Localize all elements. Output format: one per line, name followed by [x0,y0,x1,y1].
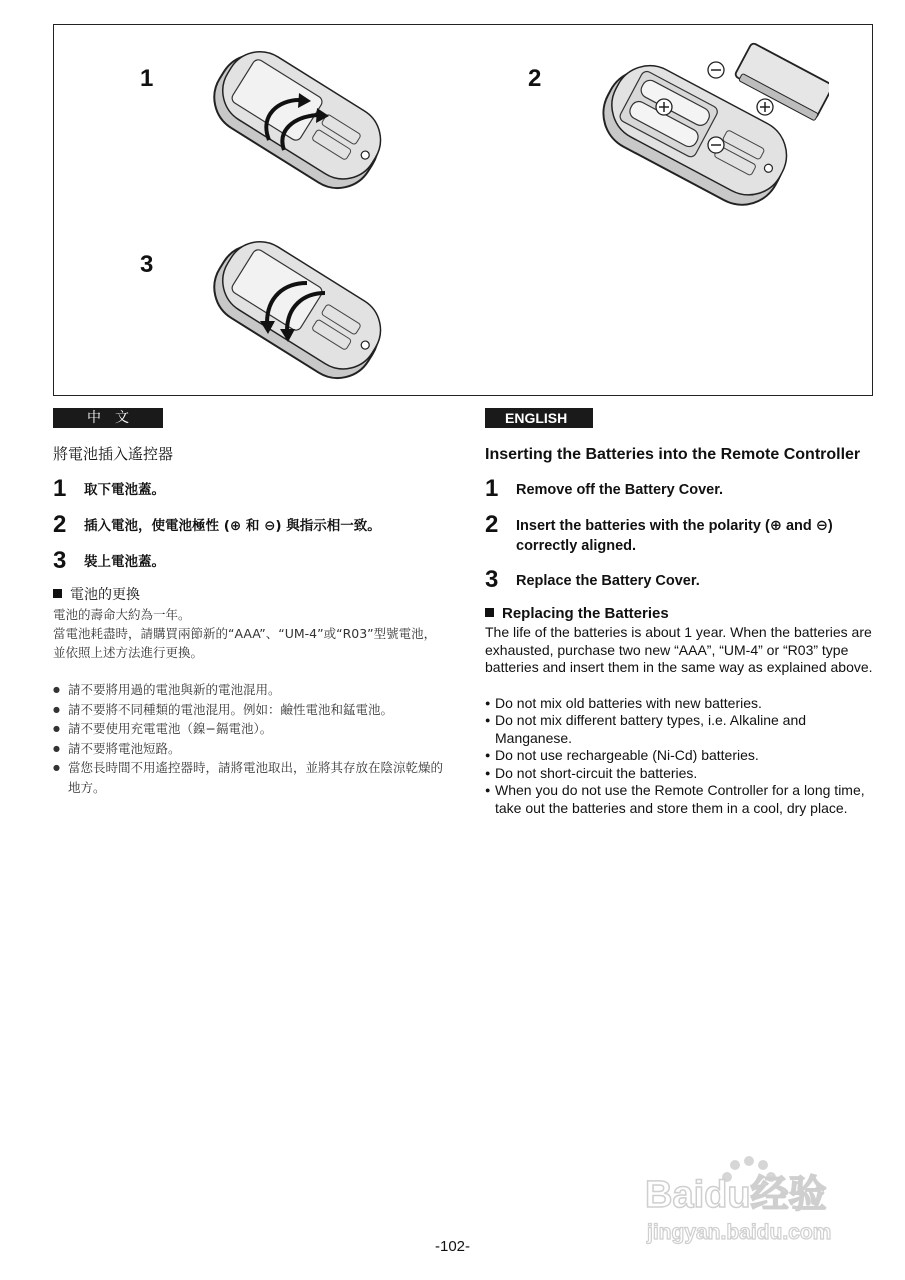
square-bullet-icon [53,589,62,598]
chinese-steps [53,477,448,573]
step-number: 2 [53,511,67,538]
step-text: Insert the batteries with the polarity (⊕ and ⊖) correctly aligned. [516,518,833,554]
list-item: ● Do not short-circuit the batteries. [485,765,880,783]
list-item: ● 請不要將不同種類的電池混用。例如：鹼性電池和錳電池。 [53,700,448,720]
list-item: ● Do not mix different battery types, i.e. Alkaline and Manganese. [485,712,880,747]
chinese-step-3 [53,549,448,573]
english-language-badge: ENGLISH [485,408,593,428]
chinese-replace-heading [53,585,448,605]
chinese-language-badge: 中文 [53,408,163,428]
list-item: ● Do not use rechargeable (Ni-Cd) batteries. [485,747,880,765]
english-step-3 [485,568,880,592]
english-replace-text: The life of the batteries is about 1 year. When the batteries are exhausted, purchase two new “AAA”, “UM-4” or “R03” type batteries and insert them in the same way as explained above. [485,624,873,675]
english-caution-list [485,695,880,818]
step-text: Remove off the Battery Cover. [516,482,724,498]
figure-step-1-label: 1 [140,65,154,92]
page-number: -102- [434,1238,471,1255]
list-item: ● 請不要將用過的電池與新的電池混用。 [53,680,448,700]
step-text: 裝上電池蓋。 [84,554,165,570]
step-number: 3 [53,547,67,574]
chinese-column [53,408,448,797]
english-column [485,408,880,817]
chinese-step-1 [53,477,448,501]
baidu-watermark [645,1155,860,1245]
figure-step-3-label: 3 [140,251,154,278]
step-number: 3 [485,566,499,593]
square-bullet-icon [485,608,494,617]
list-item: ● When you do not use the Remote Controller for a long time, take out the batteries and store them in a cool, dry place. [485,782,880,817]
step-number: 1 [53,475,67,502]
english-replace-heading-text: Replacing the Batteries [502,605,669,622]
list-item: ● 請不要使用充電電池（鎳−鎘電池）。 [53,719,448,739]
english-step-1 [485,477,880,501]
figure-step-2-label: 2 [528,65,542,92]
english-steps [485,477,880,592]
step-text: 取下電池蓋。 [84,482,165,498]
english-step-2 [485,513,880,556]
remote-remove-cover-illustration [199,45,389,195]
step-number: 2 [485,511,499,538]
remote-insert-batteries-illustration [589,37,829,212]
watermark-url: jingyan.baidu.com [647,1221,832,1244]
watermark-brand: Baidu经验 [645,1174,827,1216]
english-replace-heading [485,604,880,624]
english-section-title: Inserting the Batteries into the Remote Controller [485,446,861,463]
chinese-replace-heading-text: 電池的更換 [70,587,140,603]
remote-replace-cover-illustration [199,235,389,385]
list-item: ● Do not mix old batteries with new batteries. [485,695,880,713]
chinese-replace-line-2: 當電池耗盡時，請購買兩節新的“AAA”、“UM-4”或“R03”型號電池，並依照上述方法進行更換。 [53,626,437,660]
list-item: ● 當您長時間不用遙控器時，請將電池取出，並將其存放在陰涼乾燥的地方。 [53,758,448,797]
list-item: ● 請不要將電池短路。 [53,739,448,759]
illustration-box [53,24,873,396]
step-text: Replace the Battery Cover. [516,573,700,589]
step-text: 插入電池，使電池極性 (⊕ 和 ⊖) 與指示相一致。 [84,518,381,534]
chinese-replace-line-1: 電池的壽命大約為一年。 [53,607,191,622]
chinese-step-2 [53,513,448,537]
step-number: 1 [485,475,499,502]
chinese-caution-list [53,680,448,797]
chinese-section-title: 將電池插入遙控器 [53,445,174,463]
